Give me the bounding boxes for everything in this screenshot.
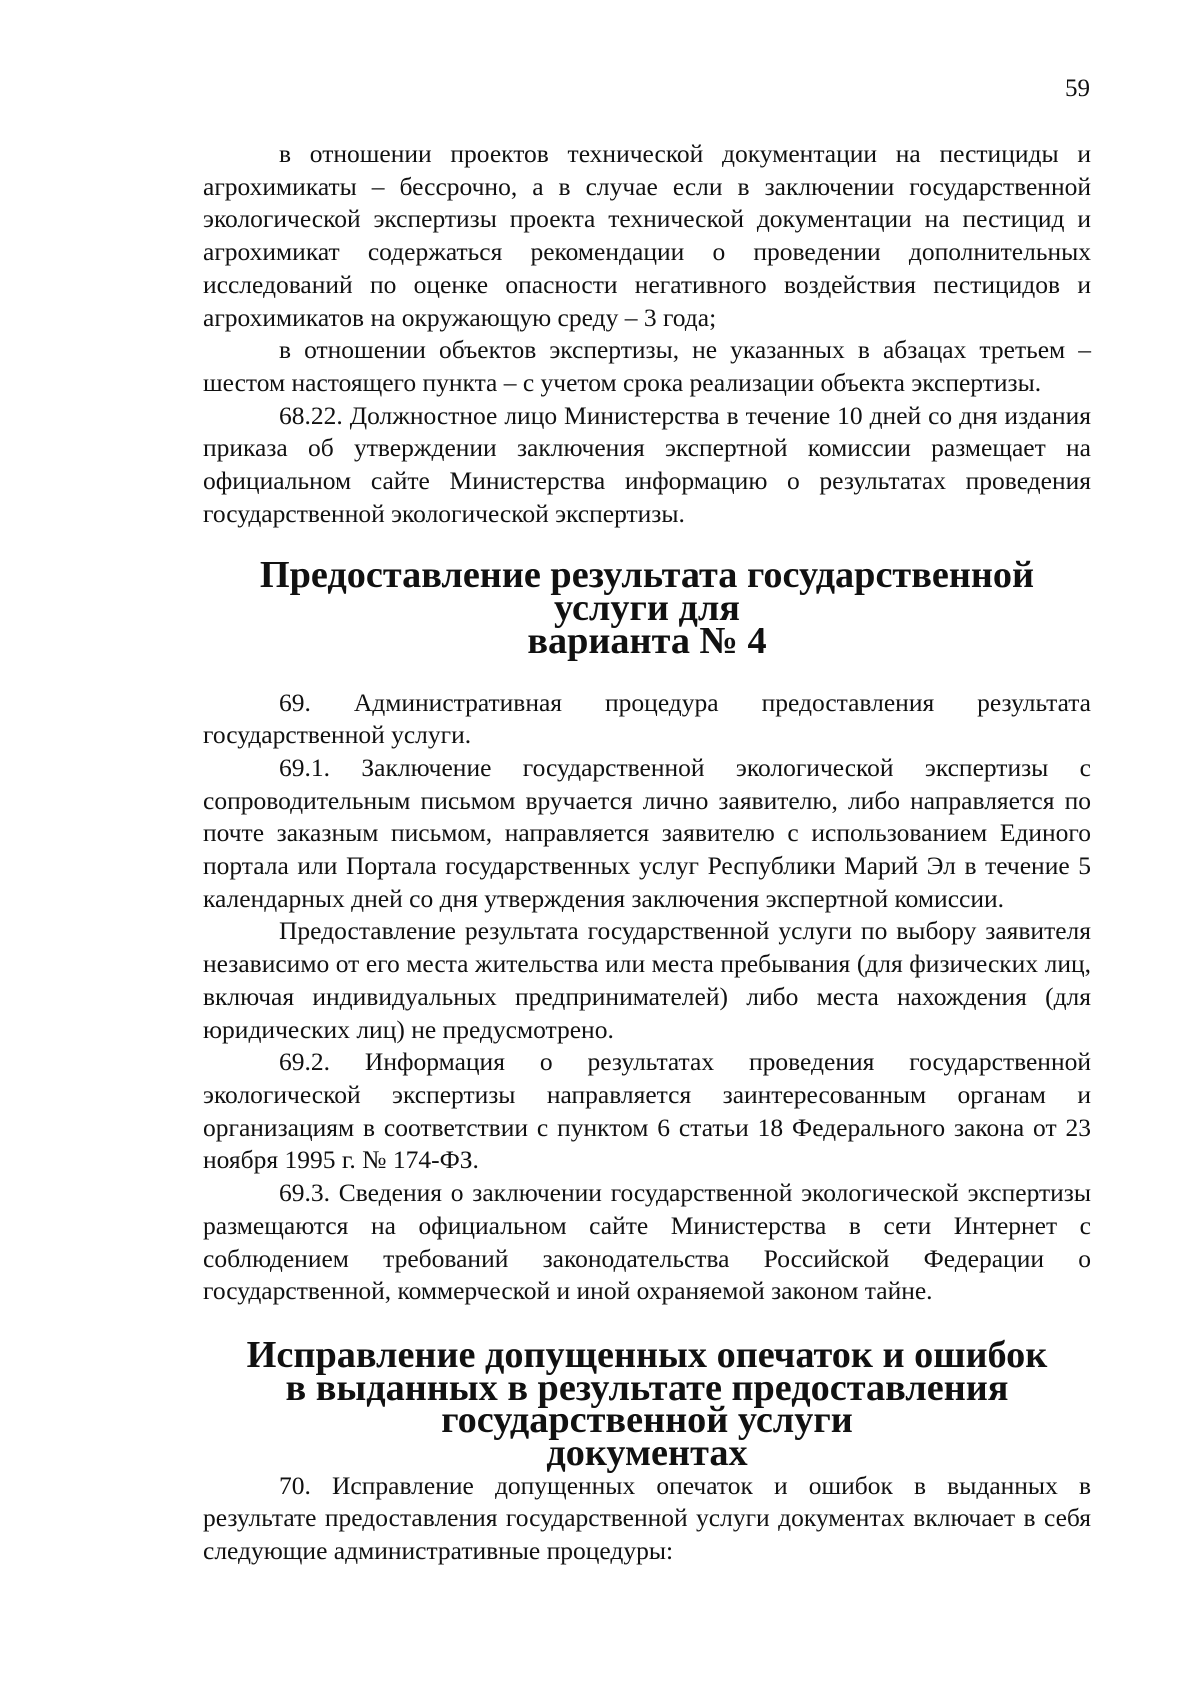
- document-body: [203, 138, 1091, 1568]
- paragraph-69-2: 69.2. Информация о результатах проведения государственной экологической экспертизы направляется заинтересованным органам и организациям в соответствии с пунктом 6 статьи 18 Федерального закона от 23 ноября 1995 г. № 174-ФЗ.: [203, 1047, 1091, 1175]
- heading-line: варианта № 4: [527, 619, 767, 662]
- heading-line: Исправление допущенных опечаток и ошибок: [246, 1333, 1048, 1376]
- page-number: 59: [1065, 75, 1090, 102]
- paragraph-69-3: 69.3. Сведения о заключении государственной экологической экспертизы размещаются на официальном сайте Министерства в сети Интернет с соблюдением требований законодательства Российской Федерации о государственной, коммерческой и иной охраняемой законом тайне.: [203, 1178, 1091, 1306]
- paragraph-69: 69. Административная процедура предоставления результата государственной услуги.: [203, 687, 1091, 750]
- paragraph-pesticides-term: в отношении проектов технической документации на пестициды и агрохимикаты – бессрочно, а в случае если в заключении государственной экологической экспертизы проекта технической документации на пестицид и агрохимикат содержаться рекомендации о проведении дополнительных исследований по оценке опасности негативного воздействия пестицидов и агрохимикатов на окружающую среду – 3 года;: [203, 139, 1091, 332]
- heading-line: Предоставление результата государственной услуги для: [259, 554, 1035, 630]
- paragraph-other-objects-term: в отношении объектов экспертизы, не указанных в абзацах третьем – шестом настоящего пункта – с учетом срока реализации объекта экспертизы.: [203, 335, 1091, 397]
- heading-line: в выданных в результате предоставления государственной услуги: [285, 1366, 1009, 1442]
- paragraph-result-choice: Предоставление результата государственной услуги по выбору заявителя независимо от его места жительства или места пребывания (для физических лиц, включая индивидуальных предпринимателей) либо места нахождения (для юридических лиц) не предусмотрено.: [203, 916, 1091, 1044]
- paragraph-69-1: 69.1. Заключение государственной экологической экспертизы с сопроводительным письмом вручается лично заявителю, либо направляется по почте заказным письмом, направляется заявителю с использованием Единого портала или Портала государственных услуг Республики Марий Эл в течение 5 календарных дней со дня утверждения заключения экспертной комиссии.: [203, 752, 1091, 913]
- paragraph-68-22: 68.22. Должностное лицо Министерства в течение 10 дней со дня издания приказа об утверждении заключения экспертной комиссии размещает на официальном сайте Министерства информацию о результатах проведения государственной экологической экспертизы.: [203, 400, 1091, 528]
- section-heading-corrections: [203, 1333, 1091, 1475]
- section-heading-result-variant-4: [203, 554, 1091, 662]
- heading-line: документах: [546, 1432, 748, 1475]
- paragraph-70: 70. Исправление допущенных опечаток и ошибок в выданных в результате предоставления государственной услуги документах включает в себя следующие административные процедуры:: [203, 1470, 1091, 1566]
